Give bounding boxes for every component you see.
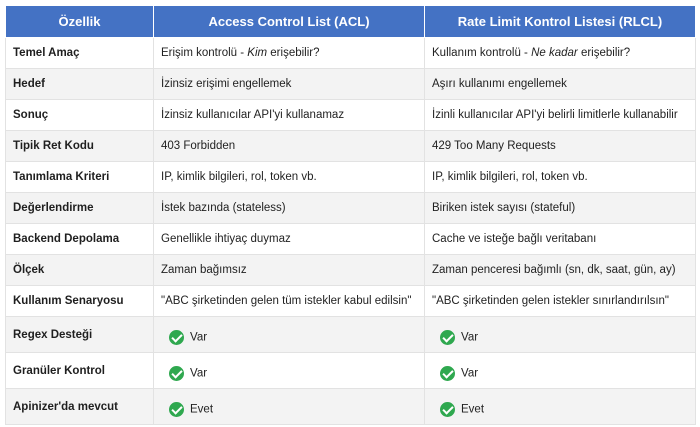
- table-row: [6, 224, 696, 255]
- acl-cell: Genellikle ihtiyaç duymaz: [154, 224, 425, 255]
- feature-cell: Regex Desteği: [6, 317, 154, 353]
- table-row: [6, 162, 696, 193]
- rlcl-cell: IP, kimlik bilgileri, rol, token vb.: [425, 162, 696, 193]
- feature-cell: Backend Depolama: [6, 224, 154, 255]
- header-rlcl: Rate Limit Kontrol Listesi (RLCL): [425, 6, 696, 38]
- rlcl-text-emphasis: Ne kadar: [531, 47, 578, 59]
- acl-text-pre: Erişim kontrolü -: [161, 47, 248, 59]
- check-circle-icon: [169, 366, 184, 381]
- rlcl-value: Evet: [461, 403, 485, 415]
- header-row: [6, 6, 696, 38]
- table-row: [6, 389, 696, 425]
- table-row: [6, 353, 696, 389]
- rlcl-text-post: erişebilir?: [577, 47, 631, 59]
- table-row: [6, 193, 696, 224]
- rlcl-cell: Cache ve isteğe bağlı veritabanı: [425, 224, 696, 255]
- rlcl-cell: [425, 353, 696, 389]
- table-row: [6, 38, 696, 69]
- feature-cell: Tanımlama Kriteri: [6, 162, 154, 193]
- acl-cell: [154, 389, 425, 425]
- rlcl-cell: Aşırı kullanımı engellemek: [425, 69, 696, 100]
- feature-cell: Değerlendirme: [6, 193, 154, 224]
- feature-cell: Sonuç: [6, 100, 154, 131]
- rlcl-cell: [425, 389, 696, 425]
- feature-cell: Temel Amaç: [6, 38, 154, 69]
- table-row: [6, 100, 696, 131]
- comparison-table: [5, 6, 696, 425]
- acl-cell: IP, kimlik bilgileri, rol, token vb.: [154, 162, 425, 193]
- table-row: [6, 69, 696, 100]
- acl-value: Evet: [190, 403, 214, 415]
- table-row: [6, 255, 696, 286]
- table-row: [6, 286, 696, 317]
- rlcl-cell: Zaman penceresi bağımlı (sn, dk, saat, gün, ay): [425, 255, 696, 286]
- acl-text-post: erişebilir?: [267, 47, 320, 59]
- rlcl-value: Var: [461, 331, 479, 343]
- acl-cell: 403 Forbidden: [154, 131, 425, 162]
- check-circle-icon: [440, 366, 455, 381]
- feature-cell: Kullanım Senaryosu: [6, 286, 154, 317]
- feature-cell: Hedef: [6, 69, 154, 100]
- header-feature: Özellik: [6, 6, 154, 38]
- header-acl: Access Control List (ACL): [154, 6, 425, 38]
- rlcl-text-pre: Kullanım kontrolü -: [432, 47, 532, 59]
- check-circle-icon: [169, 402, 184, 417]
- feature-cell: Granüler Kontrol: [6, 353, 154, 389]
- table-row: [6, 131, 696, 162]
- acl-value: Var: [190, 331, 208, 343]
- rlcl-value: Var: [461, 367, 479, 379]
- check-circle-icon: [440, 330, 455, 345]
- check-circle-icon: [440, 402, 455, 417]
- check-circle-icon: [169, 330, 184, 345]
- acl-value: Var: [190, 367, 208, 379]
- acl-cell: [154, 38, 425, 69]
- feature-cell: Ölçek: [6, 255, 154, 286]
- acl-cell: İstek bazında (stateless): [154, 193, 425, 224]
- rlcl-cell: İzinli kullanıcılar API'yi belirli limitlerle kullanabilir: [425, 100, 696, 131]
- rlcl-cell: "ABC şirketinden gelen istekler sınırlandırılsın": [425, 286, 696, 317]
- table-row: [6, 317, 696, 353]
- acl-cell: [154, 317, 425, 353]
- rlcl-cell: [425, 317, 696, 353]
- rlcl-cell: [425, 38, 696, 69]
- acl-text-emphasis: Kim: [247, 47, 268, 59]
- acl-cell: "ABC şirketinden gelen tüm istekler kabul edilsin": [154, 286, 425, 317]
- feature-cell: Apinizer'da mevcut: [6, 389, 154, 425]
- rlcl-cell: 429 Too Many Requests: [425, 131, 696, 162]
- acl-cell: İzinsiz erişimi engellemek: [154, 69, 425, 100]
- rlcl-cell: Biriken istek sayısı (stateful): [425, 193, 696, 224]
- acl-cell: İzinsiz kullanıcılar API'yi kullanamaz: [154, 100, 425, 131]
- acl-cell: [154, 353, 425, 389]
- feature-cell: Tipik Ret Kodu: [6, 131, 154, 162]
- acl-cell: Zaman bağımsız: [154, 255, 425, 286]
